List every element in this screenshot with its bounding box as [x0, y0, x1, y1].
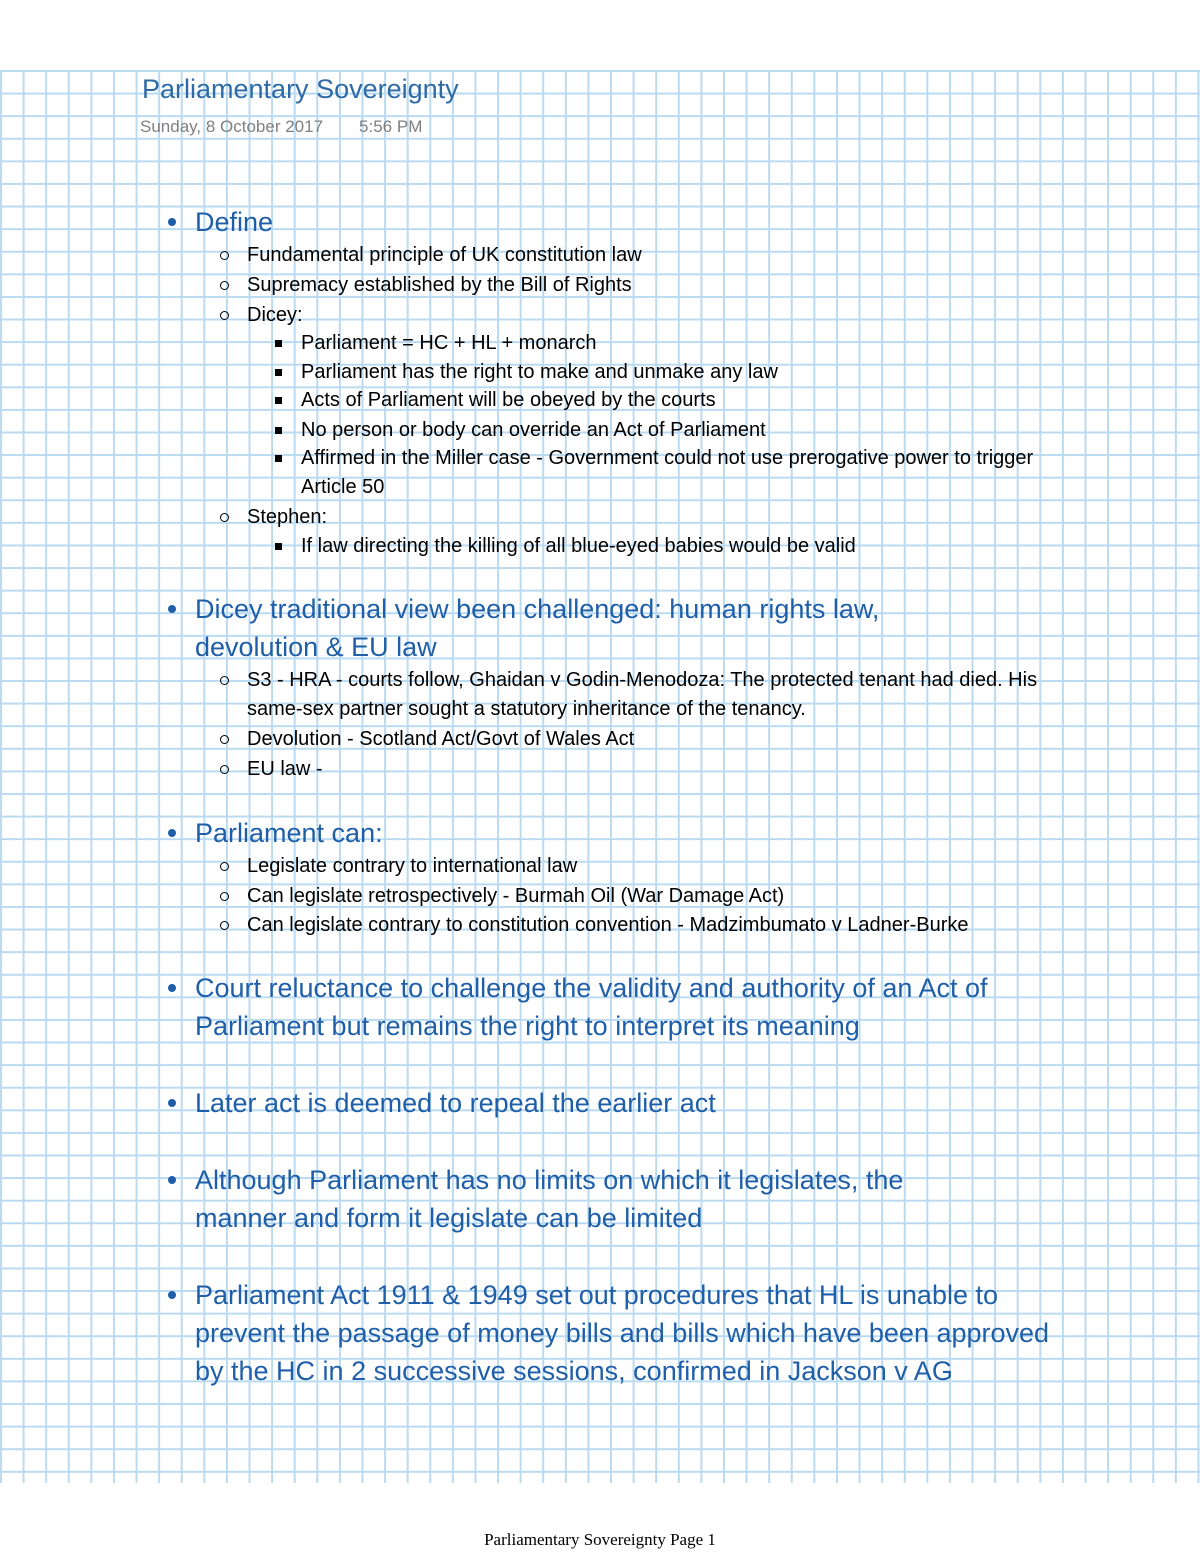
bullet-manner-form: Although Parliament has no limits on which it legislates, the manner and form it legislate can be limited	[195, 1161, 995, 1237]
bullet-define: Define	[195, 203, 1075, 241]
challenged-item: EU law -	[247, 755, 1067, 784]
bullet-later-act: Later act is deemed to repeal the earlier act	[195, 1084, 1075, 1122]
can-item: Legislate contrary to international law	[247, 852, 1067, 881]
page-date: Sunday, 8 October 2017	[140, 117, 324, 136]
define-item: Fundamental principle of UK constitution law	[247, 241, 1067, 270]
bullet-challenged: Dicey traditional view been challenged: human rights law, devolution & EU law	[195, 590, 975, 666]
bullet-parliament-act: Parliament Act 1911 & 1949 set out procedures that HL is unable to prevent the passage of money bills and bills which have been approved by the HC in 2 successive sessions, confirmed in Jackson v AG	[195, 1276, 1075, 1390]
can-item: Can legislate contrary to constitution convention - Madzimbumato v Ladner-Burke	[247, 911, 1067, 940]
define-item: Supremacy established by the Bill of Rights	[247, 271, 1067, 300]
dicey-item: Parliament has the right to make and unmake any law	[301, 358, 1061, 387]
stephen-item: If law directing the killing of all blue-eyed babies would be valid	[301, 532, 1061, 561]
challenged-item: Devolution - Scotland Act/Govt of Wales Act	[247, 725, 1067, 754]
challenged-item: S3 - HRA - courts follow, Ghaidan v Godin-Menodoza: The protected tenant had died. His same-sex partner sought a statutory inheritance of the tenancy.	[247, 666, 1067, 724]
dicey-item: Affirmed in the Miller case - Government could not use prerogative power to trigger Article 50	[301, 444, 1061, 502]
define-item: Dicey:	[247, 301, 1067, 330]
can-item: Can legislate retrospectively - Burmah Oil (War Damage Act)	[247, 882, 1067, 911]
dicey-item: No person or body can override an Act of Parliament	[301, 416, 1061, 445]
bullet-parliament-can: Parliament can:	[195, 814, 1075, 852]
stephen-label: Stephen:	[247, 503, 1067, 532]
page-time: 5:56 PM	[359, 117, 423, 136]
page-title: Parliamentary Sovereignty	[142, 74, 459, 104]
bullet-court-reluctance: Court reluctance to challenge the validity and authority of an Act of Parliament but remains the right to interpret its meaning	[195, 969, 1075, 1045]
dicey-item: Parliament = HC + HL + monarch	[301, 329, 1061, 358]
dicey-item: Acts of Parliament will be obeyed by the courts	[301, 386, 1061, 415]
page-timestamp	[140, 117, 422, 137]
page-footer: Parliamentary Sovereignty Page 1	[484, 1530, 716, 1549]
